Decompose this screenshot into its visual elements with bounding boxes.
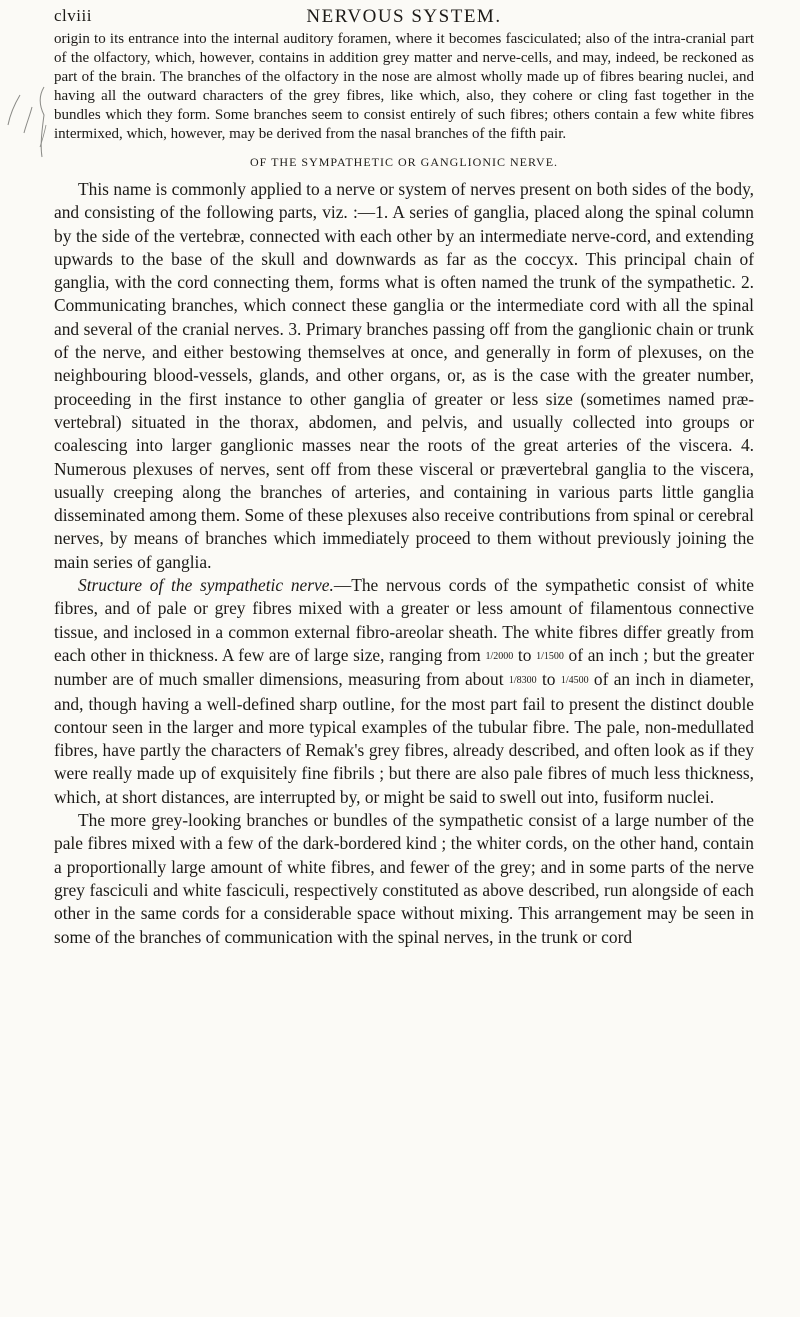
running-head [54,6,754,30]
page-body [54,30,754,949]
paragraph-grey-branches: The more grey-looking branches or bundles of the sympathetic consist of a large number of the pale fibres mixed with a few of the dark-bordered kind ; the whiter cords, on the other hand, contain a proportionally large amount of white fibres, and fewer of the grey; and in some parts of the nerve grey fasciculi and white fasciculi, respectively constituted as above described, run alongside of each other in the same cords for a considerable space without mixing. This arrangement may be seen in some of the branches of communication with the spinal nerves, in the trunk or cord [54,810,754,947]
paragraph-sympathetic-parts: This name is commonly applied to a nerve or system of nerves present on both sides of the body, and consisting of the following parts, viz. :—1. A series of ganglia, placed along the spinal column by the side of the vertebræ, connected with each other by an intermediate nerve-cord, and extending upwards to the base of the skull and downwards as far as the coccyx. This principal chain of ganglia, with the cord connecting them, forms what is often named the trunk of the sympathetic. 2. Communicating branches, which connect these ganglia or the intermediate cord with all the spinal and several of the cranial nerves. 3. Primary branches passing off from the ganglionic chain or trunk of the nerve, and either bestowing themselves at once, and generally in form of plexuses, on the neighbouring blood-vessels, glands, and other organs, or, as is the case with the greater number, proceeding in the first instance to other ganglia of greater or less size (sometimes named præ-vertebral) situated in the thorax, abdomen, and pelvis, and usually collected into groups or coalescing into larger ganglionic masses near the roots of the great arteries of the viscera. 4. Numerous plexuses of nerves, sent off from these visceral or prævertebral ganglia to the viscera, usually creeping along the branches of arteries, and containing in various parts little ganglia disseminated among them. Some of these plexuses also receive contributions from spinal or cerebral nerves, by means of branches which immediately proceed to them without previously joining the main series of ganglia. [54,179,754,572]
structure-text-1: —The nervous cords of the sympathetic consist of white fibres, and of pale or grey fibres mixed with a greater or less amount of filamentous connective tissue, and inclosed in a common external fibro-areolar sheath. The white fibres differ greatly from each other in thickness. A few are of large size, ranging from [54,575,754,665]
run-in-heading: Structure of the sympathetic nerve. [78,575,334,596]
structure-text-2: of an inch ; but the greater number are of much smaller dimensions, measuring from about [54,644,754,690]
fraction-3: 1/8300 [508,675,537,687]
fraction-1: 1/2000 [485,650,514,662]
section-heading: OF THE SYMPATHETIC OR GANGLIONIC NERVE. [249,155,559,169]
running-title: NERVOUS SYSTEM. [306,6,502,27]
pencil-annotation-mark [0,85,54,205]
fraction-2: 1/1500 [536,650,564,662]
paragraph-structure [54,574,754,809]
fraction-4: 1/4500 [560,675,589,687]
structure-to-2: to [536,669,561,690]
intro-paragraph: origin to its entrance into the internal auditory foramen, where it becomes fasciculated; also of the intra-cranial part of the olfactory, which, however, contains in addition grey matter and nerve-cells, and may, indeed, be reckoned as part of the brain. The branches of the olfactory in the nose are almost wholly made up of fibres bearing nuclei, and having all the outward characters of the grey fibres, like which, also, they cohere or cling fast together in the bundles which they form. Some branches seem to consist entirely of such fibres; others contain a few white fibres intermixed, which, however, may be derived from the nasal branches of the fifth pair. [54,31,754,142]
structure-to-1: to [513,644,537,665]
structure-text-3: of an inch in diameter, and, though having a well-defined sharp outline, for the most part fail to present the distinct double contour seen in the larger and more typical examples of the tubular fibre. The pale, non-medullated fibres, have partly the characters of Remak's grey fibres, already described, and often look as if they were really made up of exquisitely fine fibrils ; but there are also pale fibres of much less thickness, which, at short distances, are interrupted by, or might be said to swell out into, fusiform nuclei. [54,669,755,807]
page-number: clviii [54,6,92,25]
